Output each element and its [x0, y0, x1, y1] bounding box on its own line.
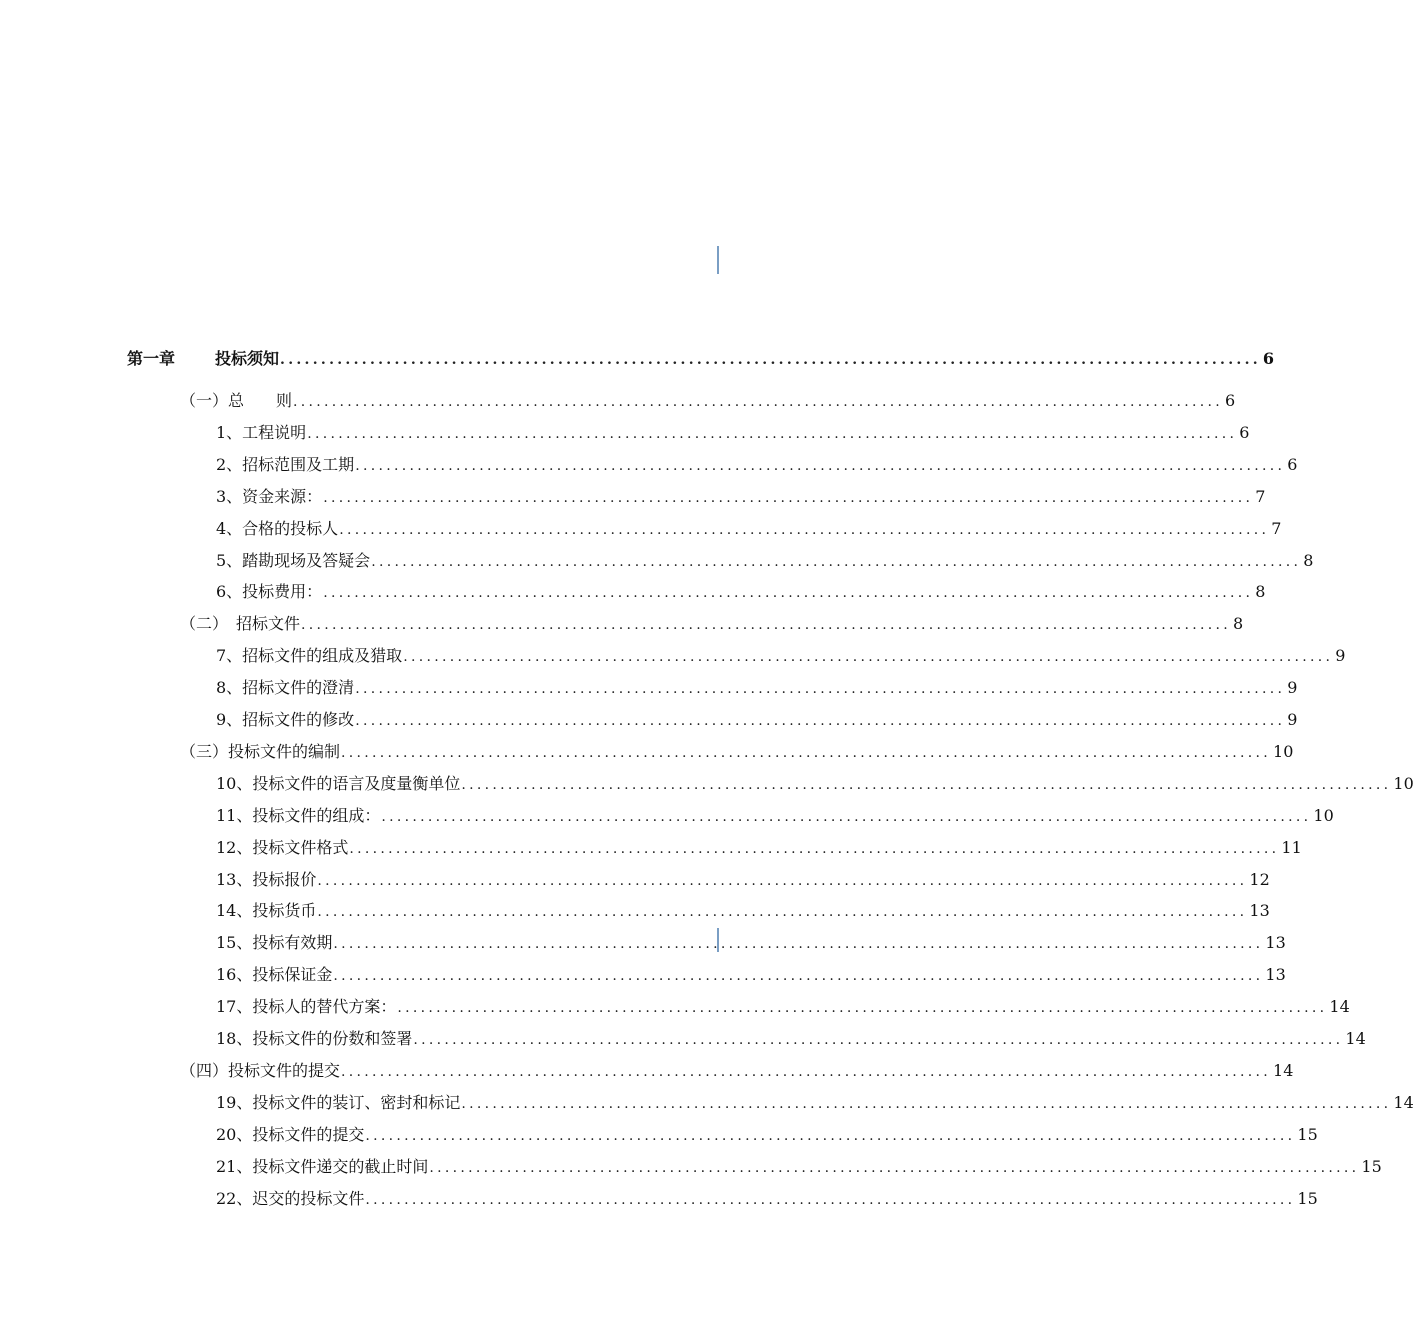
toc-page-number: 14 [1329, 997, 1350, 1016]
toc-section-row[interactable] [180, 1059, 1294, 1083]
toc-page-number: 6 [1239, 423, 1250, 442]
toc-page-number: 14 [1273, 1061, 1294, 1080]
toc-leader-dots: ........................................................................................................................ [365, 1128, 1296, 1144]
toc-leader-dots: ........................................................................................................................ [317, 873, 1248, 889]
toc-item-row[interactable] [216, 963, 1286, 987]
toc-entry-title: （四）投标文件的提交 [180, 1061, 341, 1080]
chapter-number: 第一章 [127, 349, 176, 368]
toc-section-row[interactable] [180, 612, 1244, 636]
toc-entry-title: 3、资金来源： [216, 487, 323, 506]
toc-item-row[interactable] [216, 995, 1350, 1019]
toc-entry-title: 22、迟交的投标文件 [216, 1189, 365, 1208]
toc-page-number: 10 [1393, 774, 1414, 793]
toc-page-number: 7 [1271, 519, 1282, 538]
toc-entry-title: 18、投标文件的份数和签署 [216, 1029, 413, 1048]
toc-entry-title: 12、投标文件格式 [216, 838, 349, 857]
toc-entry-title: 14、投标货币 [216, 901, 317, 920]
toc-page-number: 13 [1265, 933, 1286, 952]
toc-leader-dots: ........................................................................................................................ [333, 936, 1264, 952]
toc-leader-dots: ........................................................................................................................ [333, 968, 1264, 984]
toc-entry-title: 19、投标文件的装订、密封和标记 [216, 1093, 461, 1112]
toc-item-row[interactable] [216, 676, 1298, 700]
toc-entry-title: 20、投标文件的提交 [216, 1125, 365, 1144]
toc-entry-title: 4、合格的投标人 [216, 519, 339, 538]
toc-item-row[interactable] [216, 1027, 1366, 1051]
toc-chapter-row[interactable] [127, 347, 1275, 371]
toc-leader-dots: ........................................................................................................................ [355, 458, 1286, 474]
toc-entry-title: 9、招标文件的修改 [216, 710, 355, 729]
toc-leader-dots: ........................................................................................................................ [317, 904, 1248, 920]
toc-leader-dots: ........................................................................................................................ [293, 394, 1224, 410]
toc-entry-title: 17、投标人的替代方案： [216, 997, 397, 1016]
toc-page-number: 9 [1287, 678, 1298, 697]
toc-entry-title: （三）投标文件的编制 [180, 742, 341, 761]
toc-leader-dots: ........................................................................................................................ [301, 617, 1232, 633]
toc-page-number: 14 [1345, 1029, 1366, 1048]
toc-item-row[interactable] [216, 1155, 1382, 1179]
toc-item-row[interactable] [216, 453, 1298, 477]
toc-section-row[interactable] [180, 740, 1294, 764]
toc-item-row[interactable] [216, 804, 1334, 828]
toc-leader-dots: ........................................................................................................................ [429, 1160, 1360, 1176]
toc-entry-title: 6、投标费用： [216, 582, 323, 601]
toc-entry-title: 7、招标文件的组成及猎取 [216, 646, 403, 665]
toc-item-row[interactable] [216, 1187, 1318, 1211]
toc-leader-dots: ........................................................................................................................ [397, 1000, 1328, 1016]
toc-item-row[interactable] [216, 1091, 1414, 1115]
toc-page-number: 12 [1249, 870, 1270, 889]
toc-item-row[interactable] [216, 485, 1266, 509]
toc-leader-dots: ........................................................................................................................ [341, 1064, 1272, 1080]
toc-entry-title: （一）总 则 [180, 391, 293, 410]
text-cursor-mark [717, 246, 719, 274]
toc-page-number: 6 [1287, 455, 1298, 474]
toc-leader-dots: ........................................................................................................................ [381, 809, 1312, 825]
toc-item-row[interactable] [216, 421, 1250, 445]
toc-leader-dots: ........................................................................................................................ [365, 1192, 1296, 1208]
toc-entry-title: 21、投标文件递交的截止时间 [216, 1157, 429, 1176]
toc-page-number: 9 [1287, 710, 1298, 729]
toc-page-number: 14 [1393, 1093, 1414, 1112]
toc-page-number: 10 [1313, 806, 1334, 825]
toc-entry-title: 13、投标报价 [216, 870, 317, 889]
toc-page-number: 8 [1255, 582, 1266, 601]
toc-page-number: 13 [1265, 965, 1286, 984]
toc-entry-title: 11、投标文件的组成： [216, 806, 381, 825]
toc-page-number: 9 [1335, 646, 1346, 665]
toc-item-row[interactable] [216, 644, 1346, 668]
toc-page-number: 13 [1249, 901, 1270, 920]
toc-entry-title: 2、招标范围及工期 [216, 455, 355, 474]
toc-item-row[interactable] [216, 772, 1414, 796]
toc-entry-title: 8、招标文件的澄清 [216, 678, 355, 697]
toc-item-row[interactable] [216, 580, 1266, 604]
toc-page-number: 8 [1303, 551, 1314, 570]
toc-page-number: 15 [1361, 1157, 1382, 1176]
chapter-title: 投标须知 [215, 349, 280, 368]
toc-page-number: 6 [1262, 349, 1275, 368]
toc-leader-dots: ........................................................................................................................ [349, 841, 1280, 857]
toc-item-row[interactable] [216, 549, 1314, 573]
toc-leader-dots: ........................................................................................................................ [413, 1032, 1344, 1048]
toc-leader-dots: ........................................................................................................................ [355, 681, 1286, 697]
toc-leader-dots: ........................................................................................................................ [341, 745, 1272, 761]
toc-item-row[interactable] [216, 517, 1282, 541]
toc-page-number: 11 [1281, 838, 1302, 857]
toc-item-row[interactable] [216, 1123, 1318, 1147]
toc-leader-dots: ........................................................................................................................ [461, 777, 1392, 793]
toc-page-number: 15 [1297, 1125, 1318, 1144]
toc-leader-dots: ........................................................................................................................ [403, 649, 1334, 665]
toc-page-number: 15 [1297, 1189, 1318, 1208]
toc-section-row[interactable] [180, 389, 1236, 413]
toc-entry-title: 16、投标保证金 [216, 965, 333, 984]
toc-entry-title: 1、工程说明 [216, 423, 307, 442]
toc-item-row[interactable] [216, 931, 1286, 955]
toc-leader-dots: ........................................................................................................................ [307, 426, 1238, 442]
toc-leader-dots: ........................................................................................................................ [461, 1096, 1392, 1112]
toc-page-number: 6 [1225, 391, 1236, 410]
toc-leader-dots: ........................................................................................................................ [339, 522, 1270, 538]
toc-leader-dots: ........................................................................................................................ [323, 585, 1254, 601]
toc-entry-title: （二） 招标文件 [180, 614, 301, 633]
toc-leader-dots: ........................................................................................................................ [371, 554, 1302, 570]
toc-leader-dots: ........................................................................................................................ [323, 490, 1254, 506]
toc-leader-dots: ........................................................................................................................ [355, 713, 1286, 729]
toc-item-row[interactable] [216, 708, 1298, 732]
toc-entry-title: 10、投标文件的语言及度量衡单位 [216, 774, 461, 793]
toc-entry-title: 5、踏勘现场及答疑会 [216, 551, 371, 570]
toc-item-row[interactable] [216, 836, 1302, 860]
toc-item-row[interactable] [216, 868, 1270, 892]
toc-entry-title: 15、投标有效期 [216, 933, 333, 952]
toc-leader-dots: ........................................................................................................................ [280, 352, 1261, 368]
toc-item-row[interactable] [216, 899, 1270, 923]
toc-page-number: 10 [1273, 742, 1294, 761]
toc-page-number: 8 [1233, 614, 1244, 633]
toc-page-number: 7 [1255, 487, 1266, 506]
